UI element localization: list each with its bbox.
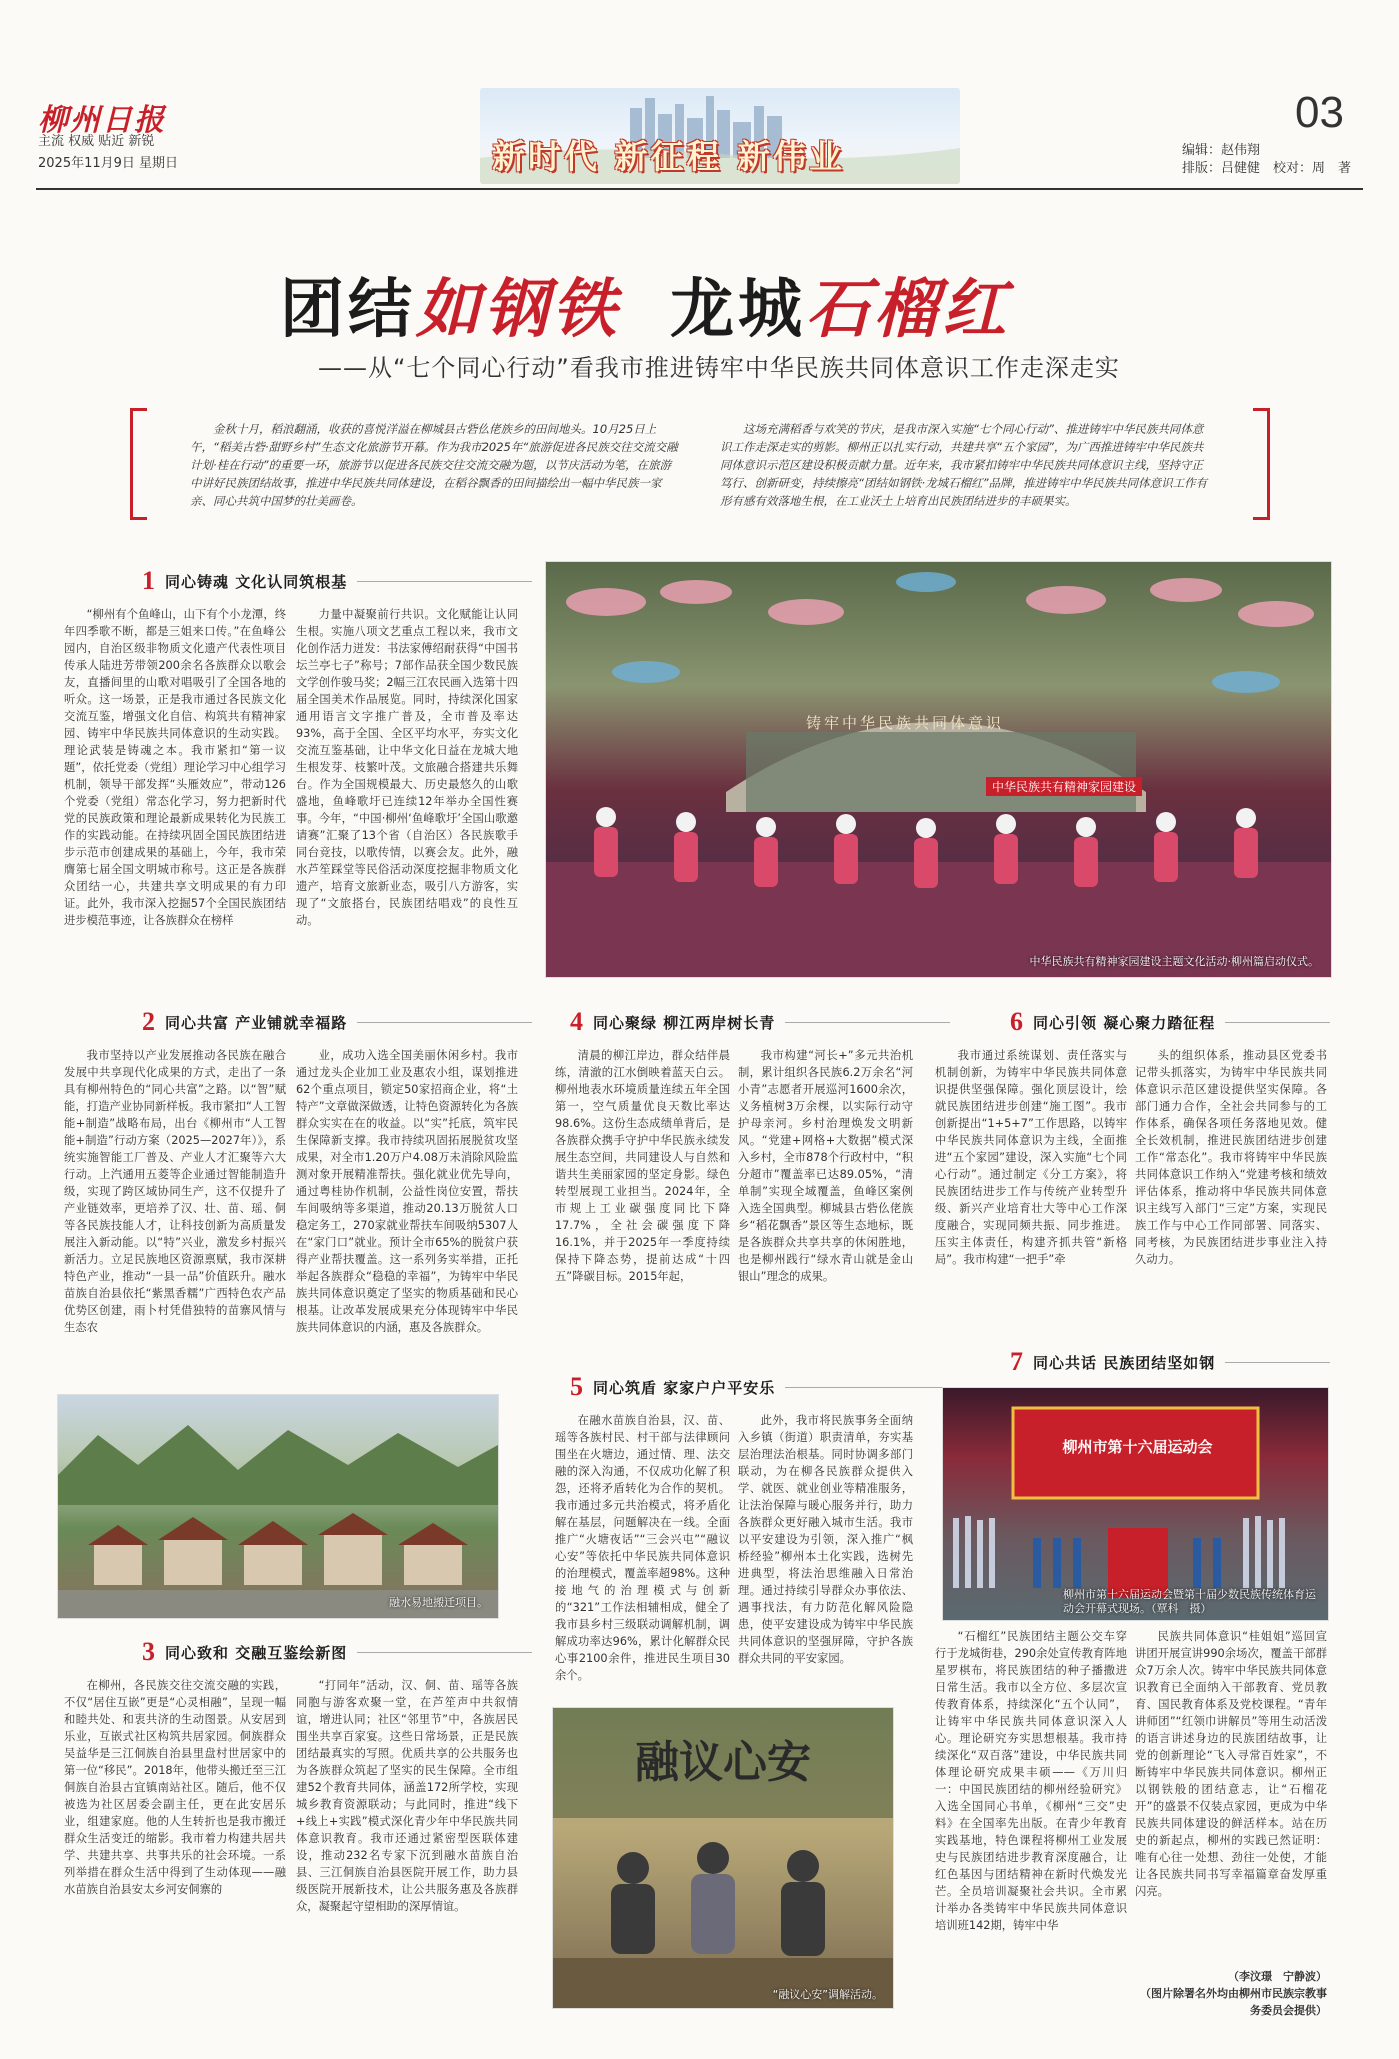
section-3-col2: “打同年”活动，汉、侗、苗、瑶等各族同胞与游客欢聚一堂，在芦笙声中共叙情谊，增进认同；社区“邻里节”中，各族居民围坐共享百家宴。这些日常场景，正是民族团结最真实的写照。优质共享的公共服务也为各族群众筑起了坚实的民生保障。全市组建52个教育共同体，涵盖172所学校，实现城乡教育资源联动；与此同时，推进“线下+线上+实践”模式深化青少年中华民族共同体意识教育。我市还通过紧密型医联体建设，推动232名专家下沉到融水苗族自治县、三江侗族自治县医院开展工作，助力县级医院开展新技术，让公共服务惠及各族群众，凝聚起守望相助的深厚情谊。 <box>296 1679 518 1913</box>
masthead-slogan: 主流 权威 贴近 新锐 <box>38 134 155 149</box>
section-6-col1: 我市通过系统谋划、责任落实与机制创新，为铸牢中华民族共同体意识提供坚强保障。强化顶层设计，绘就民族团结进步创建“施工图”。我市创新提出“1+5+7”工作思路，以铸牢中华民族共同体意识为主线，全面推进“五个家园”建设，深入实施“七个同心行动”。通过制定《分工方案》，将民族团结进步工作与传统产业转型升级、新兴产业培育壮大等中心工作深度融合，实现同频共振、同步推进。压实主体责任，构建齐抓共管“新格局”。我市构建“一把手”牵 <box>935 1049 1127 1266</box>
section-rule <box>357 581 532 582</box>
sports-meet-illustration <box>943 1388 1328 1620</box>
section-6-col2: 头的组织体系，推动县区党委书记带头抓落实，为铸牢中华民族共同体意识示范区建设提供坚实保障。各部门通力合作，全社会共同参与的工作体系，确保各项任务落地见效。健全长效机制，推进民族团结进步创建工作“常态化”。我市将铸牢中华民族共同体意识工作纳入“党建考核和绩效评估体系，推动将中华民族共同体意识主线写入部门“三定”方案，实现民族工作与中心工作同部署、同落实、同考核，为民族团结进步事业注入持久动力。 <box>1135 1049 1327 1266</box>
section-1-col2: 力量中凝聚前行共识。文化赋能让认同生根。实施八项文艺重点工程以来，我市文化创作活力迸发：书法家傅绍耐获得“中国书坛兰亭七子”称号；7部作品获全国少数民族文学创作骏马奖；2幅三江农民画入选第十四届全国美术作品展览。同时，持续深化国家通用语言文字推广普及，全市普及率达93%，高于全国、全区平均水平，夯实文化交流互鉴基础，让中华文化日益在龙城大地生根发芽、枝繁叶茂。文旅融合搭建共乐舞台。作为全国规模最大、历史最悠久的山歌盛地，鱼峰歌圩已连续12年举办全国性赛事。今年，“中国·柳州‘鱼峰歌圩’全国山歌邀请赛”汇聚了13个省（自治区）各民族歌手同台竞技，以歌传情，以赛会友。此外，融水芦笙踩堂等民俗活动深度挖掘非物质文化遗产，培育文旅新业态，吸引八方游客，实现了“文旅搭台，民族团结唱戏”的良性互动。 <box>296 608 518 927</box>
banner-slogan: 新时代 新征程 新伟业 <box>492 137 845 176</box>
section-1-photo-caption: 中华民族共有精神家园建设主题文化活动·柳州篇启动仪式。 <box>1029 955 1319 968</box>
newspaper-logo: 柳州日报 <box>38 103 166 138</box>
section-rule <box>785 1022 950 1023</box>
lead-box <box>130 408 1270 520</box>
section-5-header <box>570 1372 950 1402</box>
masthead-divider <box>36 188 1363 190</box>
main-headline <box>280 258 1010 350</box>
section-1-number: 1 <box>142 566 155 595</box>
stage-arch-text: 铸牢中华民族共同体意识 <box>806 714 1005 732</box>
section-5-col1: 在融水苗族自治县，汉、苗、瑶等各族村民、村干部与法律顾问围坐在火塘边，通过情、理、法交融的深入沟通，不仅成功化解了积怨，还将矛盾转化为合作的契机。我市通过多元共治模式，将矛盾化解在基层，问题解决在一线。全面推广“火塘夜话”“三会兴屯”“融议心安”等依托中华民族共同体意识的治理模式，覆盖率超98%。这种接地气的治理模式与创新的“321”工作法相辅相成，健全了我市县乡村三级联动调解机制，调解成功率达96%，累计化解群众民心事2100余件，推进民生项目30余个。 <box>555 1414 730 1682</box>
section-2-photo <box>57 1394 499 1619</box>
editor-line: 编辑：赵伟翔 <box>1182 143 1261 158</box>
section-2-col2: 业，成功入选全国美丽休闲乡村。我市通过龙头企业加工业及惠农小组，谋划推进62个重点项目，锁定50家招商企业，将“土特产”文章做深做透，让特色资源转化为各族群众实实在在的收益。以“实”托底，筑牢民生保障新支撑。我市持续巩固拓展脱贫攻坚成果，对全市1.20万户4.08万未消除风险监测对象开展精准帮扶。强化就业优先导向，通过粤桂协作机制，公益性岗位安置，帮扶车间吸纳等多渠道，推动20.13万脱贫人口稳定务工，270家就业帮扶车间吸纳5307人在“家门口”就业。预计全市65%的脱贫户获得产业帮扶覆盖。这一系列务实举措，正托举起各族群众“稳稳的幸福”，为铸牢中华民族共同体意识奠定了坚实的物质基础和民心根基。让改革发展成果充分体现铸牢中华民族共同体意识的内涵，惠及各族群众。 <box>296 1049 518 1334</box>
article-byline <box>1135 1968 1327 2019</box>
section-rule <box>357 1022 532 1023</box>
headline-part2-red: 石榴红 <box>806 272 1010 347</box>
lead-bracket-right <box>1253 408 1270 520</box>
section-5-photo-caption: “融议心安”调解活动。 <box>772 1988 883 2001</box>
section-2-col1: 我市坚持以产业发展推动各民族在融合发展中共享现代化成果的方式，走出了一条具有柳州特色的“同心共富”之路。以“智”赋能，打造产业协同新样板。我市紧扣“人工智能+制造”战略布局，出台《柳州市“人工智能+制造”行动方案（2025—2027年）》，系统实施智能工厂普及、产业人才汇聚等六大行动。上汽通用五菱等企业通过智能制造升级，实现了跨区域协同生产，这不仅提升了产业链效率，更培养了汉、壮、苗、瑶、侗等各民族技能人才，让科技创新为高质量发展注入新动能。以“特”兴业，激发乡村振兴新活力。立足民族地区资源禀赋，我市深耕特色产业，推动“一县一品”价值跃升。融水苗族自治县依托“紫黑香糯”广西特色农产品优势区创建，雨卜村凭借独特的苗寨风情与生态农 <box>64 1049 286 1334</box>
section-3-number: 3 <box>142 1637 155 1666</box>
issue-date: 2025年11月9日 星期日 <box>38 156 179 171</box>
section-7-photo <box>942 1387 1329 1621</box>
section-5-number: 5 <box>570 1372 583 1401</box>
section-2-header <box>142 1007 532 1037</box>
section-1-photo <box>545 561 1332 978</box>
section-4-col2: 我市构建“河长+”多元共治机制，累计组织各民族6.2万余名“河小青”志愿者开展巡河1600余次，义务植树3万余棵，以实际行动守护母亲河。乡村治理焕发文明新风。“党建+网格+大数据”模式深入乡村，全市878个行政村中，“积分超市”覆盖率已达89.05%，“清单制”实现全域覆盖，鱼峰区案例入选全国典型。柳城县古砦仫佬族乡“稻花飘香”景区等生态地标，既是各族群众共享共享的休闲胜地，也是柳州践行“绿水青山就是金山银山”理念的成果。 <box>738 1049 913 1283</box>
section-rule <box>357 1652 532 1653</box>
section-2-photo-caption: 融水易地搬迁项目。 <box>389 1596 488 1609</box>
section-5-title: 同心筑盾 家家户户平安乐 <box>593 1378 776 1397</box>
section-6-header <box>1010 1007 1330 1037</box>
stage-performance-illustration <box>546 562 1331 977</box>
page-number: 03 <box>1295 88 1344 137</box>
section-3-header <box>142 1637 532 1667</box>
section-rule <box>1225 1362 1330 1363</box>
section-4-number: 4 <box>570 1007 583 1036</box>
section-3-col1: 在柳州，各民族交往交流交融的实践，不仅“居住互嵌”更是“心灵相融”，呈现一幅和睦共处、和衷共济的生动图景。从安居到乐业，互嵌式社区构筑共居家园。侗族群众吴益华是三江侗族自治县里盘村世居家中的第一位“移民”。2018年，他带头搬迁至三江侗族自治县古宜镇南站社区。随后，他不仅被选为社区居委会副主任，更在此安居乐业，组建家庭。他的人生转折也是我市搬迁群众生活变迁的缩影。我市着力构建共居共学、共建共享、共事共乐的社会环境。一系列举措在群众生活中得到了生动体现——融水苗族自治县安太乡河安侗寨的 <box>64 1679 286 1896</box>
lead-bracket-left <box>130 408 147 520</box>
village-illustration <box>58 1395 498 1618</box>
section-1-col1: “柳州有个鱼峰山，山下有个小龙潭，终年四季歌不断，都是三姐来口传。”在鱼峰公园内，自治区级非物质文化遗产代表性项目传承人陆进芳带领200余名各族群众以歌会友，直播间里的山歌对唱吸引了全国各地的听众。这一场景，正是我市通过各民族文化交流互鉴，增强文化自信、构筑共有精神家园、铸牢中华民族共同体意识的生动实践。理论武装是铸魂之本。我市紧扣“第一议题”，依托党委（党组）理论学习中心组学习机制，领导干部发挥“头雁效应”，带动126个党委（党组）常态化学习，努力把新时代党的民族政策和理论最新成果转化为民族工作的实践动能。在持续巩固全国民族团结进步示范市创建成果的基础上，今年，我市荣膺第七届全国文明城市称号。这正是各族群众团结一心，共建共享文明成果的有力印证。此外，我市深入挖掘57个全国民族团结进步模范事迹，让各族群众在榜样 <box>64 608 286 927</box>
theme-banner <box>480 88 960 184</box>
section-7-photo-caption: 柳州市第十六届运动会暨第十届少数民族传统体育运动会开幕式现场。（覃科 摄） <box>1063 1588 1316 1615</box>
editor-credits <box>1182 142 1351 178</box>
section-7-header <box>1010 1347 1330 1377</box>
section-1-title: 同心铸魂 文化认同筑根基 <box>165 572 348 591</box>
section-5-col2: 此外，我市将民族事务全面纳入乡镇（街道）职责清单，夯实基层治理法治根基。同时协调多部门联动，为在柳各民族群众提供入学、就医、就业创业等精准服务，让法治保障与暖心服务并行，助力各族群众更好融入城市生活。我市以平安建设为引领，深入推广“枫桥经验”柳州本土化实践，选树先进典型，将法治思维融入日常治理。通过持续引导群众办事依法、遇事找法，有力防范化解风险隐患，使平安建设成为铸牢中华民族共同体意识的坚强屏障，守护各族群众共同的平安家园。 <box>738 1414 913 1665</box>
section-rule <box>1225 1022 1330 1023</box>
section-4-col1: 清晨的柳江岸边，群众结伴晨练，清澈的江水倒映着蓝天白云。柳州地表水环境质量连续五年全国第一，空气质量优良天数比率达98.6%。这份生态成绩单背后，是各族群众携手守护中华民族永续发展生态空间，共同建设人与自然和谐共生美丽家园的坚定身影。绿色转型展现工业担当。2024年，全市规上工业碳强度同比下降17.7%，全社会碳强度下降16.1%，并于2025年一季度持续保持下降态势，提前达成“十四五”降碳目标。2015年起， <box>555 1049 730 1283</box>
photo-screen-text: 柳州市第十六届运动会 <box>1062 1438 1213 1456</box>
section-3-title: 同心致和 交融互鉴绘新图 <box>165 1643 348 1662</box>
section-5-photo <box>552 1707 894 2009</box>
headline-part1: 团结 <box>280 272 416 347</box>
photo-sign-text: 融议心安 <box>635 1737 811 1788</box>
lead-left: 金秋十月，稻浪翻涌，收获的喜悦洋溢在柳城县古砦仫佬族乡的田间地头。10月25日上午，“稻美古砦·甜野乡村”生态文化旅游节开幕。作为我市2025年“旅游促进各民族交往交流交融计划·桂在行动”的重要一环，旅游节以促进各民族交往交流交融为题，以节庆活动为笔，在旅游中讲好民族团结故事，推进中华民族共同体建设，在稻谷飘香的田间描绘出一幅中华民族一家亲、同心共筑中国梦的壮美画卷。 <box>190 422 678 508</box>
section-1-header <box>142 566 532 596</box>
section-2-number: 2 <box>142 1007 155 1036</box>
stage-screen-text: 中华民族共有精神家园建设 <box>986 777 1142 796</box>
section-6-number: 6 <box>1010 1007 1023 1036</box>
section-4-header <box>570 1007 950 1037</box>
section-rule <box>785 1387 950 1388</box>
byline-authors: （李汶璟 宁静波） <box>1228 1970 1327 1983</box>
section-7-title: 同心共话 民族团结坚如钢 <box>1033 1353 1216 1372</box>
section-6-title: 同心引领 凝心聚力踏征程 <box>1033 1013 1216 1032</box>
section-7-col2: 民族共同体意识“桂姐姐”巡回宣讲团开展宣讲990余场次，覆盖干部群众7万余人次。铸牢中华民族共同体意识教育已全面纳入干部教育、党员教育、国民教育体系及党校课程。“青年讲师团”“红领巾讲解员”等用生动活泼的语言讲述身边的民族团结故事，让党的创新理论“飞入寻常百姓家”，不断铸牢中华民族共同体意识。柳州正以钢铁般的团结意志，让“石榴花开”的盛景不仅装点家园，更成为中华民族共同体建设的鲜活样本。站在历史的新起点，柳州的实践已然证明：唯有心往一处想、劲往一处使，才能让各民族共同书写幸福篇章奋发厚重闪亮。 <box>1135 1630 1327 1898</box>
section-4-title: 同心聚绿 柳江两岸树长青 <box>593 1013 776 1032</box>
section-7-col1: “石榴红”民族团结主题公交车穿行于龙城街巷，290余处宣传教育阵地星罗棋布，将民族团结的种子播撒进日常生活。我市以全方位、多层次宣传教育体系，持续深化“五个认同”，让铸牢中华民族共同体意识深入人心。理论研究夯实思想根基。我市持续深化“双百落”建设，中华民族共同体理论研究成果丰硕——《万川归一：中国民族团结的柳州经验研究》入选全国同心书单，《柳州“三交”史料》在全国率先出版。在青少年教育实践基地，特色课程将柳州工业发展史与民族团结进步教育深度融合，让红色基因与团结精神在新时代焕发光芒。全员培训凝聚社会共识。全市累计举办各类铸牢中华民族共同体意识培训班142期，铸牢中华 <box>935 1630 1127 1932</box>
section-2-title: 同心共富 产业铺就幸福路 <box>165 1013 348 1032</box>
sub-headline: ——从“七个同心行动”看我市推进铸牢中华民族共同体意识工作走深走实 <box>318 354 1120 382</box>
layout-line: 排版：吕健健 校对：周 著 <box>1182 161 1352 176</box>
photo-source-note: （图片除署名外均由柳州市民族宗教事务委员会提供） <box>1140 1987 1327 2017</box>
section-7-number: 7 <box>1010 1347 1023 1376</box>
lead-right: 这场充满稻香与欢笑的节庆，是我市深入实施“七个同心行动”、推进铸牢中华民族共同体意识工作走深走实的剪影。柳州正以扎实行动，共建共享“五个家园”，为广西推进铸牢中华民族共同体意识示范区建设积极贡献力量。近年来，我市紧扣铸牢中华民族共同体意识主线，坚持守正笃行、创新研变，持续擦亮“团结如钢铁·龙城石榴红”品牌，推进铸牢中华民族共同体意识工作有形有感有效落地生根，在工业沃土上培育出民族团结进步的丰硕果实。 <box>720 422 1208 508</box>
headline-part2: 龙城 <box>670 272 806 347</box>
headline-part1-red: 如钢铁 <box>416 272 620 347</box>
